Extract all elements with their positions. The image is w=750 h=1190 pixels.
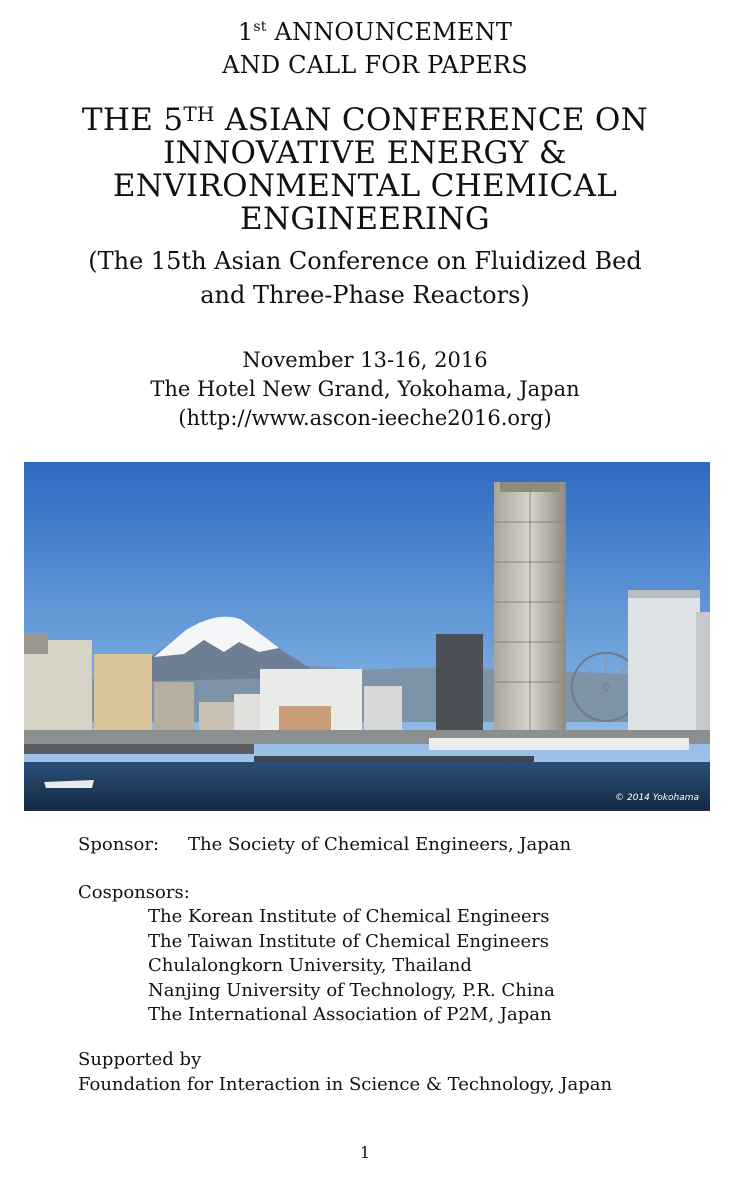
- sponsor-name: The Society of Chemical Engineers, Japan: [188, 834, 572, 855]
- event-dates: November 13-16, 2016: [242, 348, 488, 372]
- conference-subtitle: [0, 244, 730, 312]
- sponsor-label: Sponsor:: [78, 834, 160, 855]
- yokohama-skyline-photo: [24, 462, 710, 811]
- title-line-1: [0, 104, 730, 137]
- page-number: 1: [359, 1143, 371, 1162]
- supported-by: [78, 1047, 612, 1097]
- cosponsor-item: The International Association of P2M, Japan: [148, 1004, 552, 1025]
- cosponsor-item: Nanjing University of Technology, P.R. China: [148, 979, 555, 1001]
- cosponsors-list: [148, 905, 555, 1028]
- photo-watermark: © 2014 Yokohama: [615, 793, 699, 803]
- cosponsor-item: The Taiwan Institute of Chemical Engineers: [148, 930, 549, 952]
- title-line-4: ENGINEERING: [240, 201, 490, 237]
- event-url: (http://www.ascon-ieeche2016.org): [178, 406, 552, 430]
- supported-label: Supported by: [78, 1049, 202, 1070]
- cosponsors-label: Cosponsors:: [78, 882, 190, 903]
- conference-title: [0, 104, 730, 236]
- announcement-text: ANNOUNCEMENT: [266, 18, 513, 46]
- announcement-heading: [0, 16, 750, 82]
- announcement-ordinal: st: [253, 19, 267, 35]
- title-line-2: INNOVATIVE ENERGY &: [163, 135, 567, 171]
- title-part-a: THE 5: [81, 102, 184, 138]
- announcement-number: 1: [237, 18, 254, 46]
- subtitle-line-2: and Three-Phase Reactors): [200, 281, 530, 309]
- announcement-line-2: AND CALL FOR PAPERS: [222, 51, 528, 79]
- title-line-3: ENVIRONMENTAL CHEMICAL: [112, 168, 618, 204]
- supported-name: Foundation for Interaction in Science & Technology, Japan: [78, 1074, 613, 1095]
- title-part-b: ASIAN CONFERENCE ON: [214, 102, 649, 138]
- title-ordinal: TH: [183, 102, 215, 126]
- cosponsor-item: The Korean Institute of Chemical Engineers: [148, 906, 550, 927]
- event-venue: The Hotel New Grand, Yokohama, Japan: [150, 377, 580, 401]
- subtitle-line-1: (The 15th Asian Conference on Fluidized Bed: [88, 247, 642, 275]
- cosponsor-item: Chulalongkorn University, Thailand: [148, 955, 472, 976]
- announcement-line-1: [0, 16, 750, 49]
- event-details: [0, 346, 730, 433]
- sponsor-row: [78, 832, 571, 858]
